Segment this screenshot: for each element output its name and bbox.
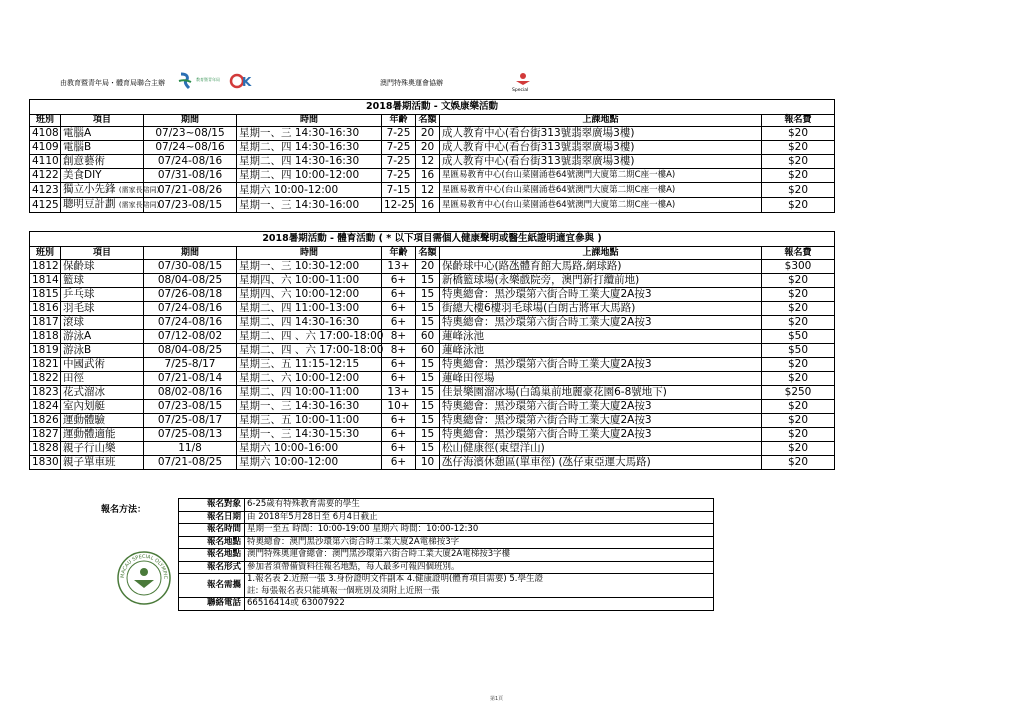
fee: $20	[762, 302, 835, 316]
age: 6+	[382, 316, 416, 330]
quota: 15	[416, 372, 440, 386]
time: 星期二、四 、六 17:00-18:00	[237, 344, 382, 358]
fee: $50	[762, 330, 835, 344]
registration-value	[245, 561, 714, 574]
place: 成人教育中心(看台街313號翡翠廣場3樓)	[440, 127, 762, 141]
table-row	[30, 330, 835, 344]
column-header: 項目	[61, 115, 144, 127]
item-name: 運動體適能	[63, 428, 116, 440]
item-cell	[61, 155, 144, 169]
place: 新橋籃球場(永樂戲院旁，澳門新打纜前地)	[440, 274, 762, 288]
place: 成人教育中心(看台街313號翡翠廣場3樓)	[440, 141, 762, 155]
fee: $20	[762, 274, 835, 288]
period: 07/26-08/18	[144, 288, 237, 302]
class-code: 4109	[30, 141, 61, 155]
period: 07/21-08/25	[144, 456, 237, 470]
class-code: 1828	[30, 442, 61, 456]
registration-row	[179, 511, 714, 524]
quota: 15	[416, 386, 440, 400]
class-code: 1815	[30, 288, 61, 302]
table-row	[30, 127, 835, 141]
age: 7-25	[382, 169, 416, 183]
fee: $300	[762, 260, 835, 274]
registration-row	[179, 574, 714, 598]
time: 星期一、三 14:30-16:00	[237, 198, 382, 213]
registration-row	[179, 598, 714, 611]
svg-text:K: K	[242, 75, 252, 89]
age: 6+	[382, 372, 416, 386]
period: 08/02-08/16	[144, 386, 237, 400]
time: 星期四、六 10:00-12:00	[237, 288, 382, 302]
fee: $20	[762, 198, 835, 213]
fee: $20	[762, 183, 835, 198]
registration-key: 報名時間	[179, 524, 245, 537]
table-row	[30, 372, 835, 386]
item-name: 美食DIY	[63, 169, 102, 181]
quota: 15	[416, 316, 440, 330]
age: 6+	[382, 442, 416, 456]
table-row	[30, 316, 835, 330]
age: 6+	[382, 428, 416, 442]
item-cell	[61, 414, 144, 428]
registration-key: 報名地點	[179, 549, 245, 562]
sports-bureau-logo	[229, 72, 255, 90]
age: 13+	[382, 260, 416, 274]
age: 6+	[382, 302, 416, 316]
registration-row	[179, 536, 714, 549]
period: 7/25-8/17	[144, 358, 237, 372]
time: 星期一、三 14:30-16:30	[237, 127, 382, 141]
item-cell	[61, 198, 160, 213]
registration-value-text: 特奧總會：澳門黑沙環第六街合時工業大廈2A電梯按3字	[247, 536, 460, 547]
registration-value-text: 星期一至五 時間：10:00-19:00 星期六 時間：10:00-12:30	[247, 524, 479, 534]
svg-text:Special: Special	[512, 88, 529, 93]
time: 星期二、四 14:30-16:30	[237, 155, 382, 169]
time: 星期二、四 10:00-12:00	[237, 169, 382, 183]
item-name: 室內划艇	[63, 400, 105, 412]
time: 星期二、四 14:30-16:30	[237, 316, 382, 330]
fee: $20	[762, 288, 835, 302]
registration-label: 報名方法：	[101, 505, 147, 515]
table-row	[30, 288, 835, 302]
class-code: 1812	[30, 260, 61, 274]
place: 松山健康徑(東望洋山)	[440, 442, 762, 456]
place: 佳景樂園溜冰場(白鴿巢前地麗豪花園6-8號地下)	[440, 386, 762, 400]
place: 特奧總會：黑沙環第六街合時工業大廈2A按3	[440, 316, 762, 330]
item-name: 籃球	[63, 274, 84, 286]
time: 星期二、六 10:00-12:00	[237, 372, 382, 386]
item-cell	[61, 141, 144, 155]
quota: 12	[416, 183, 440, 198]
fee: $20	[762, 372, 835, 386]
quota: 15	[416, 302, 440, 316]
table-row	[30, 274, 835, 288]
registration-value	[245, 574, 714, 598]
item-cell	[61, 442, 144, 456]
item-name: 田徑	[63, 372, 84, 384]
time: 星期二、四 、六 17:00-18:00	[237, 330, 382, 344]
period: 07/24-08/16	[144, 155, 237, 169]
quota: 15	[416, 442, 440, 456]
period: 07/21-08/14	[144, 372, 237, 386]
item-cell	[61, 169, 144, 183]
column-header: 期間	[144, 115, 237, 127]
quota: 15	[416, 400, 440, 414]
special-olympics-seal	[116, 550, 172, 606]
item-cell	[61, 372, 144, 386]
registration-value	[245, 536, 714, 549]
registration-value-text: 66516414或 63007922	[247, 598, 345, 608]
item-name: 乒乓球	[63, 288, 95, 300]
table-row	[30, 428, 835, 442]
place: 星匯易教育中心(台山菜園涌巷64號澳門大廈第二期C座一樓A)	[440, 198, 762, 213]
period: 08/04-08/25	[144, 344, 237, 358]
item-cell	[61, 428, 144, 442]
registration-row	[179, 549, 714, 562]
table-row	[30, 155, 835, 169]
item-cell	[61, 302, 144, 316]
column-header: 班別	[30, 247, 61, 260]
dsej-logo-text: 教育暨青年局	[196, 77, 220, 82]
item-cell	[61, 288, 144, 302]
age: 10+	[382, 400, 416, 414]
item-cell	[61, 274, 144, 288]
place: 特奧總會：黑沙環第六街合時工業大廈2A按3	[440, 358, 762, 372]
special-olympics-logo	[511, 72, 535, 92]
table-row	[30, 344, 835, 358]
age: 6+	[382, 288, 416, 302]
column-header: 年齡	[382, 247, 416, 260]
sports-activities-table	[29, 231, 835, 470]
place: 特奧總會：黑沙環第六街合時工業大廈2A按3	[440, 400, 762, 414]
age: 6+	[382, 274, 416, 288]
registration-value-text: 6-25歲有特殊教育需要的學生	[247, 499, 360, 509]
class-code: 1827	[30, 428, 61, 442]
place: 特奧總會：黑沙環第六街合時工業大廈2A按3	[440, 428, 762, 442]
class-code: 4123	[30, 183, 61, 198]
column-header: 名額	[416, 115, 440, 127]
item-note: (需家長陪同)	[118, 201, 160, 209]
column-header: 報名費	[762, 115, 835, 127]
age: 6+	[382, 414, 416, 428]
dsej-logo	[177, 72, 195, 90]
class-code: 1823	[30, 386, 61, 400]
quota: 10	[416, 456, 440, 470]
class-code: 1824	[30, 400, 61, 414]
registration-value-text: 澳門特殊奧運會總會：澳門黑沙環第六街合時工業大廈2A電梯按3字樓	[247, 549, 511, 559]
table-row	[30, 198, 835, 213]
co-organizer-text: 澳門特殊奧運會協辦	[380, 79, 443, 87]
registration-row	[179, 561, 714, 574]
class-code: 1821	[30, 358, 61, 372]
place: 氹仔海濱休憩區(單車徑) (氹仔東亞運大馬路)	[440, 456, 762, 470]
period: 07/23-08/15	[144, 400, 237, 414]
quota: 16	[416, 169, 440, 183]
class-code: 1816	[30, 302, 61, 316]
table-row	[30, 302, 835, 316]
fee: $20	[762, 141, 835, 155]
item-cell	[61, 330, 144, 344]
column-header: 上課地點	[440, 247, 762, 260]
place: 蓮峰泳池	[440, 344, 762, 358]
item-name: 運動體驗	[63, 414, 105, 426]
column-header: 名額	[416, 247, 440, 260]
time: 星期二、四 11:00-13:00	[237, 302, 382, 316]
header-row	[30, 115, 835, 127]
quota: 15	[416, 274, 440, 288]
class-code: 4125	[30, 198, 61, 213]
column-header: 報名費	[762, 247, 835, 260]
class-code: 4108	[30, 127, 61, 141]
fee: $20	[762, 127, 835, 141]
period: 07/30-08/15	[144, 260, 237, 274]
place: 成人教育中心(看台街313號翡翠廣場3樓)	[440, 155, 762, 169]
item-name: 電腦A	[63, 127, 92, 139]
period: 07/25-08/17	[144, 414, 237, 428]
period: 07/24~08/16	[144, 141, 237, 155]
item-name: 中國武術	[63, 358, 105, 370]
fee: $20	[762, 169, 835, 183]
fee: $20	[762, 155, 835, 169]
period: 07/31-08/16	[144, 169, 237, 183]
registration-key: 報名日期	[179, 511, 245, 524]
age: 7-15	[382, 183, 416, 198]
age: 8+	[382, 344, 416, 358]
registration-key: 報名地點	[179, 536, 245, 549]
quota: 12	[416, 155, 440, 169]
table-caption: 2018暑期活動 - 文娛康樂活動	[30, 100, 835, 115]
fee: $20	[762, 456, 835, 470]
item-note: (需家長陪同)	[118, 186, 160, 194]
time: 星期六 10:00-12:00	[237, 456, 382, 470]
quota: 20	[416, 127, 440, 141]
fee: $20	[762, 428, 835, 442]
column-header: 時間	[237, 247, 382, 260]
quota: 15	[416, 428, 440, 442]
header-row	[30, 247, 835, 260]
quota: 15	[416, 288, 440, 302]
table-row	[30, 260, 835, 274]
period: 07/12-08/02	[144, 330, 237, 344]
place: 星匯易教育中心(台山菜園涌巷64號澳門大廈第二期C座一樓A)	[440, 183, 762, 198]
place: 保齡球中心(路氹體育館大馬路,網球路)	[440, 260, 762, 274]
item-name: 羽毛球	[63, 302, 95, 314]
period: 08/04-08/25	[144, 274, 237, 288]
quota: 15	[416, 414, 440, 428]
item-name: 滾球	[63, 316, 84, 328]
class-code: 1826	[30, 414, 61, 428]
item-name: 親子行山樂	[63, 442, 116, 454]
class-code: 1818	[30, 330, 61, 344]
period: 07/23~08/15	[144, 127, 237, 141]
registration-key: 報名需攜	[179, 574, 245, 598]
table-row	[30, 414, 835, 428]
time: 星期一、三 14:30-16:30	[237, 400, 382, 414]
class-code: 1830	[30, 456, 61, 470]
place: 蓮峰泳池	[440, 330, 762, 344]
quota: 16	[416, 198, 440, 213]
table-row	[30, 169, 835, 183]
class-code: 1817	[30, 316, 61, 330]
period: 07/24-08/16	[144, 316, 237, 330]
registration-value	[245, 598, 714, 611]
cultural-activities-table	[29, 99, 835, 213]
time: 星期二、四 14:30-16:30	[237, 141, 382, 155]
fee: $20	[762, 316, 835, 330]
period: 07/23-08/15	[144, 198, 237, 213]
fee: $20	[762, 442, 835, 456]
item-name: 電腦B	[63, 141, 92, 153]
time: 星期六 10:00-12:00	[237, 183, 382, 198]
time: 星期四、六 10:00-11:00	[237, 274, 382, 288]
page-number: 第1頁	[490, 696, 504, 702]
registration-table	[178, 498, 714, 611]
age: 7-25	[382, 155, 416, 169]
time: 星期一、三 10:30-12:00	[237, 260, 382, 274]
period: 11/8	[144, 442, 237, 456]
time: 星期三、五 11:15-12:15	[237, 358, 382, 372]
table-row	[30, 456, 835, 470]
place: 蓮峰田徑場	[440, 372, 762, 386]
period: 07/21-08/26	[144, 183, 237, 198]
age: 12-25	[382, 198, 416, 213]
column-header: 時間	[237, 115, 382, 127]
item-name: 花式溜冰	[63, 386, 105, 398]
quota: 60	[416, 344, 440, 358]
column-header: 年齡	[382, 115, 416, 127]
item-cell	[61, 358, 144, 372]
item-cell	[61, 456, 144, 470]
item-cell	[61, 260, 144, 274]
registration-value-text: 參加者須帶備資料往報名地點，每人最多可報四個班別。	[247, 561, 460, 572]
item-name: 創意藝術	[63, 155, 105, 167]
registration-value	[245, 549, 714, 562]
registration-value	[245, 511, 714, 524]
column-header: 上課地點	[440, 115, 762, 127]
quota: 20	[416, 141, 440, 155]
column-header: 班別	[30, 115, 61, 127]
table-row	[30, 358, 835, 372]
place: 星匯易教育中心(台山菜園涌巷64號澳門大廈第二期C座一樓A)	[440, 169, 762, 183]
age: 6+	[382, 358, 416, 372]
class-code: 1819	[30, 344, 61, 358]
item-name: 游泳A	[63, 330, 92, 342]
item-cell	[61, 386, 144, 400]
quota: 15	[416, 358, 440, 372]
item-cell	[61, 344, 144, 358]
age: 6+	[382, 456, 416, 470]
item-name: 保齡球	[63, 260, 95, 272]
registration-value	[245, 499, 714, 512]
table-caption: 2018暑期活動 - 體育活動 ( * 以下項目需個人健康聲明或醫生紙證明適宜參與 )	[30, 232, 835, 247]
fee: $20	[762, 358, 835, 372]
table-row	[30, 141, 835, 155]
period: 07/24-08/16	[144, 302, 237, 316]
table-row	[30, 386, 835, 400]
registration-key: 聯絡電話	[179, 598, 245, 611]
class-code: 4110	[30, 155, 61, 169]
time: 星期六 10:00-16:00	[237, 442, 382, 456]
item-name: 游泳B	[63, 344, 92, 356]
place: 街總大樓6樓羽毛球場(白朗古將軍大馬路)	[440, 302, 762, 316]
class-code: 1814	[30, 274, 61, 288]
item-name: 聰明豆計劃	[63, 198, 116, 210]
table-row	[30, 183, 835, 198]
table-row	[30, 400, 835, 414]
table-row	[30, 442, 835, 456]
fee: $20	[762, 400, 835, 414]
page-header	[0, 72, 1024, 94]
registration-row	[179, 499, 714, 512]
period: 07/25-08/13	[144, 428, 237, 442]
place: 特奧總會：黑沙環第六街合時工業大廈2A按3	[440, 288, 762, 302]
column-header: 期間	[144, 247, 237, 260]
fee: $50	[762, 344, 835, 358]
age: 8+	[382, 330, 416, 344]
quota: 60	[416, 330, 440, 344]
class-code: 4122	[30, 169, 61, 183]
quota: 20	[416, 260, 440, 274]
class-code: 1822	[30, 372, 61, 386]
registration-value-text: 由 2018年5月28日至 6月4日截止	[247, 511, 378, 522]
registration-key: 報名對象	[179, 499, 245, 512]
column-header: 項目	[61, 247, 144, 260]
fee: $250	[762, 386, 835, 400]
time: 星期三、五 10:00-11:00	[237, 414, 382, 428]
age: 7-25	[382, 127, 416, 141]
age: 7-25	[382, 141, 416, 155]
registration-value-text: 1.報名表 2.近照一張 3.身份證明文件副本 4.健康證明(體育項目需要) 5.學生證	[247, 574, 543, 584]
item-cell	[61, 183, 160, 198]
age: 13+	[382, 386, 416, 400]
item-name: 獨立小先鋒	[63, 183, 116, 195]
place: 特奧總會：黑沙環第六街合時工業大廈2A按3	[440, 414, 762, 428]
registration-value	[245, 524, 714, 537]
registration-value-note: 註: 每張報名表只能填報一個班別及須附上近照一張	[247, 585, 440, 596]
registration-row	[179, 524, 714, 537]
item-name: 親子單車班	[63, 456, 116, 468]
item-cell	[61, 316, 144, 330]
organizer-text: 由教育暨青年局・體育局聯合主辦	[60, 79, 165, 87]
time: 星期一、三 14:30-15:30	[237, 428, 382, 442]
time: 星期二、四 10:00-11:00	[237, 386, 382, 400]
item-cell	[61, 127, 144, 141]
registration-key: 報名形式	[179, 561, 245, 574]
seal-text: MACAU SPECIAL OLYMPIC	[119, 553, 169, 580]
item-cell	[61, 400, 144, 414]
fee: $20	[762, 414, 835, 428]
